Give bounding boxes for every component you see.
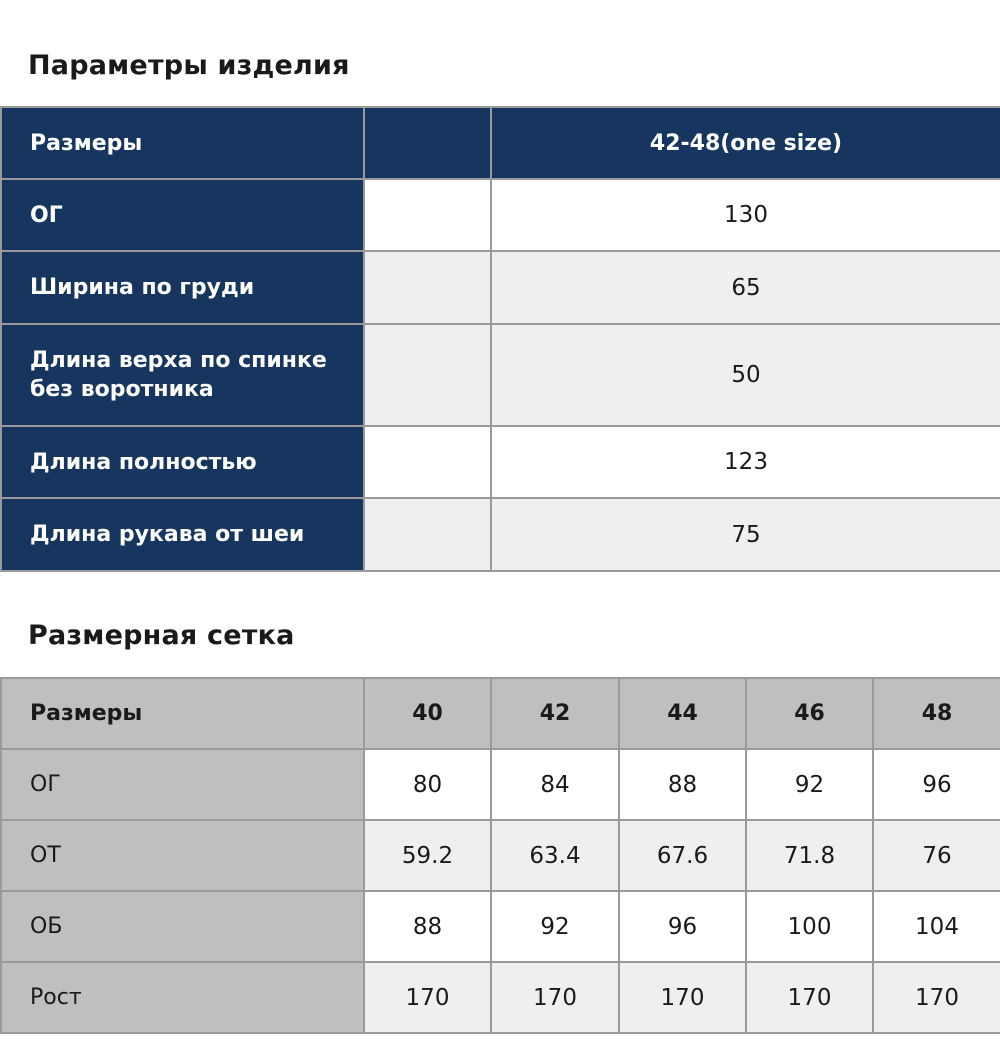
row-value: 65	[491, 251, 1000, 324]
size-header: 42	[491, 678, 619, 749]
table-row	[1, 498, 1000, 571]
row-value: 88	[619, 749, 746, 820]
table-row	[1, 179, 1000, 251]
table-header-row	[1, 678, 1000, 749]
table-row	[1, 891, 1000, 962]
size-header: 46	[746, 678, 873, 749]
row-value: 76	[873, 820, 1000, 891]
empty-cell	[364, 426, 491, 498]
row-value: 92	[491, 891, 619, 962]
row-value: 170	[364, 962, 491, 1033]
table-row	[1, 820, 1000, 891]
empty-cell	[364, 179, 491, 251]
table-row	[1, 749, 1000, 820]
table-header-row	[1, 107, 1000, 179]
row-value: 96	[873, 749, 1000, 820]
row-label: ОБ	[1, 891, 364, 962]
row-label: Длина полностью	[1, 426, 364, 498]
row-value: 170	[746, 962, 873, 1033]
size-header: 40	[364, 678, 491, 749]
product-params-table	[0, 106, 1000, 572]
header-label: Размеры	[1, 678, 364, 749]
product-params-title: Параметры изделия	[28, 50, 350, 81]
empty-cell	[364, 498, 491, 571]
row-value: 92	[746, 749, 873, 820]
row-label: ОТ	[1, 820, 364, 891]
row-value: 170	[873, 962, 1000, 1033]
row-value: 88	[364, 891, 491, 962]
row-label: Рост	[1, 962, 364, 1033]
row-value: 104	[873, 891, 1000, 962]
row-value: 67.6	[619, 820, 746, 891]
size-header: 48	[873, 678, 1000, 749]
row-label: Длина верха по спинке без воротника	[1, 324, 364, 426]
header-label: Размеры	[1, 107, 364, 179]
row-value: 96	[619, 891, 746, 962]
row-label: Длина рукава от шеи	[1, 498, 364, 571]
row-label: ОГ	[1, 179, 364, 251]
size-chart-title: Размерная сетка	[28, 620, 295, 651]
row-value: 170	[491, 962, 619, 1033]
header-value: 42-48(one size)	[491, 107, 1000, 179]
row-value: 80	[364, 749, 491, 820]
header-empty-cell	[364, 107, 491, 179]
row-value: 63.4	[491, 820, 619, 891]
empty-cell	[364, 251, 491, 324]
row-value: 59.2	[364, 820, 491, 891]
row-label: Ширина по груди	[1, 251, 364, 324]
table-row	[1, 962, 1000, 1033]
row-value: 123	[491, 426, 1000, 498]
row-value: 130	[491, 179, 1000, 251]
row-value: 84	[491, 749, 619, 820]
row-value: 75	[491, 498, 1000, 571]
row-value: 170	[619, 962, 746, 1033]
table-row	[1, 251, 1000, 324]
row-label: ОГ	[1, 749, 364, 820]
table-row	[1, 324, 1000, 426]
row-value: 100	[746, 891, 873, 962]
size-header: 44	[619, 678, 746, 749]
row-value: 50	[491, 324, 1000, 426]
row-value: 71.8	[746, 820, 873, 891]
empty-cell	[364, 324, 491, 426]
table-row	[1, 426, 1000, 498]
size-chart-table	[0, 677, 1000, 1034]
